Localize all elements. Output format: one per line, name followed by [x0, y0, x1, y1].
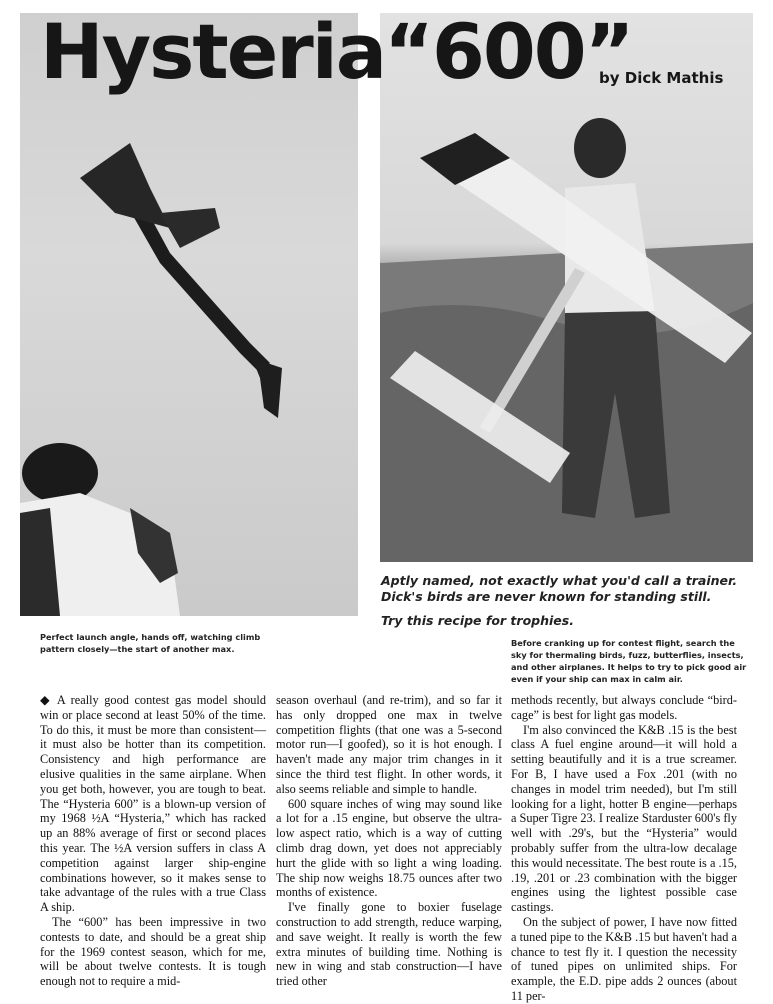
article-column-3 — [511, 693, 737, 1003]
photo-left-drawing — [20, 13, 358, 616]
paragraph: ◆ A really good contest gas model should win or place second at least 50% of the time. To do this, it must be more than consistent—it must also be hotter than its competition. Consistency and high performance are elusive qualities in the same airplane. When you get both, however, you are tough to beat. The “Hysteria 600” is a blown-up version of my 1968 ½A “Hysteria,” which has racked up an 88% average of first or second places this year. The ½A version suffers in class A competition against larger ship-engine combinations however, so it makes sense to take advantage of the rules with a true Class A ship. — [40, 693, 266, 915]
headline-right: “600” — [384, 7, 633, 96]
photo-caption-left: Perfect launch angle, hands off, watching climb pattern closely—the start of another max. — [40, 632, 261, 654]
byline: by Dick Mathis — [599, 69, 724, 87]
photo-airplane-in-flight — [20, 13, 358, 616]
paragraph: I'm also convinced the K&B .15 is the best class A fuel engine around—it will hold a setting beautifully and it is a true screamer. For B, I have used a Fox .201 (with no changes in model trim needed), but I'm still looking for a light, hotter B engine—perhaps a Super Tigre 23. I realize Starduster 600's fly well with .29's, but the “Hysteria” would probably suffer from the ultra-low decalage this would necessitate. The best route is a .15, .19, .201 or .23 combination with the bigger engines using the lightest possible case castings. — [511, 722, 737, 915]
paragraph: 600 square inches of wing may sound like a lot for a .15 engine, but observe the ultra-low aspect ratio, which is a way of cutting climb drag down, yet does not appreciably hurt the glide with so light a wing loading. The ship now weighs 18.75 ounces after two months of existence. — [276, 796, 502, 900]
article-column-1 — [40, 693, 266, 993]
article-subhead: Try this recipe for trophies. — [381, 613, 574, 628]
paragraph: The “600” has been impressive in two contests to date, and should be a great ship for the 1969 contest season, which for me, will be about twelve contests. It is tough enough not to require a mid- — [40, 914, 266, 989]
paragraph: methods recently, but always conclude “bird-cage” is best for light gas models. — [511, 693, 737, 722]
article-column-2 — [276, 693, 502, 993]
paragraph: season overhaul (and re-trim), and so far it has only dropped one max in twelve competition flights (that one was a 5-second motor run—I goofed), so it is hot enough. I haven't made any major trim changes in it since the third test flight. In other words, it also seems reliable and simple to handle. — [276, 693, 502, 796]
paragraph: On the subject of power, I have now fitted a tuned pipe to the K&B .15 but haven't had a chance to test fly it. I question the necessity of tuned pipes on unlimited ships. For example, the E.D. pipe adds 2 ounces (about 11 per- — [511, 914, 737, 1003]
paragraph: I've finally gone to boxier fuselage construction to add strength, reduce warping, and save weight. It really is worth the few extra minutes of building time. Nothing is new in wing and stab construction—I have tried other — [276, 900, 502, 989]
photo-caption-right-secondary: Before cranking up for contest flight, search the sky for thermaling birds, fuzz, butterflies, insects, and other airplanes. It helps to try to pick good air even if your ship can max in calm air. — [511, 638, 747, 684]
headline-left: Hysteria — [40, 7, 386, 96]
photo-caption-right: Aptly named, not exactly what you'd call a trainer. Dick's birds are never known for standing still. — [381, 573, 738, 604]
